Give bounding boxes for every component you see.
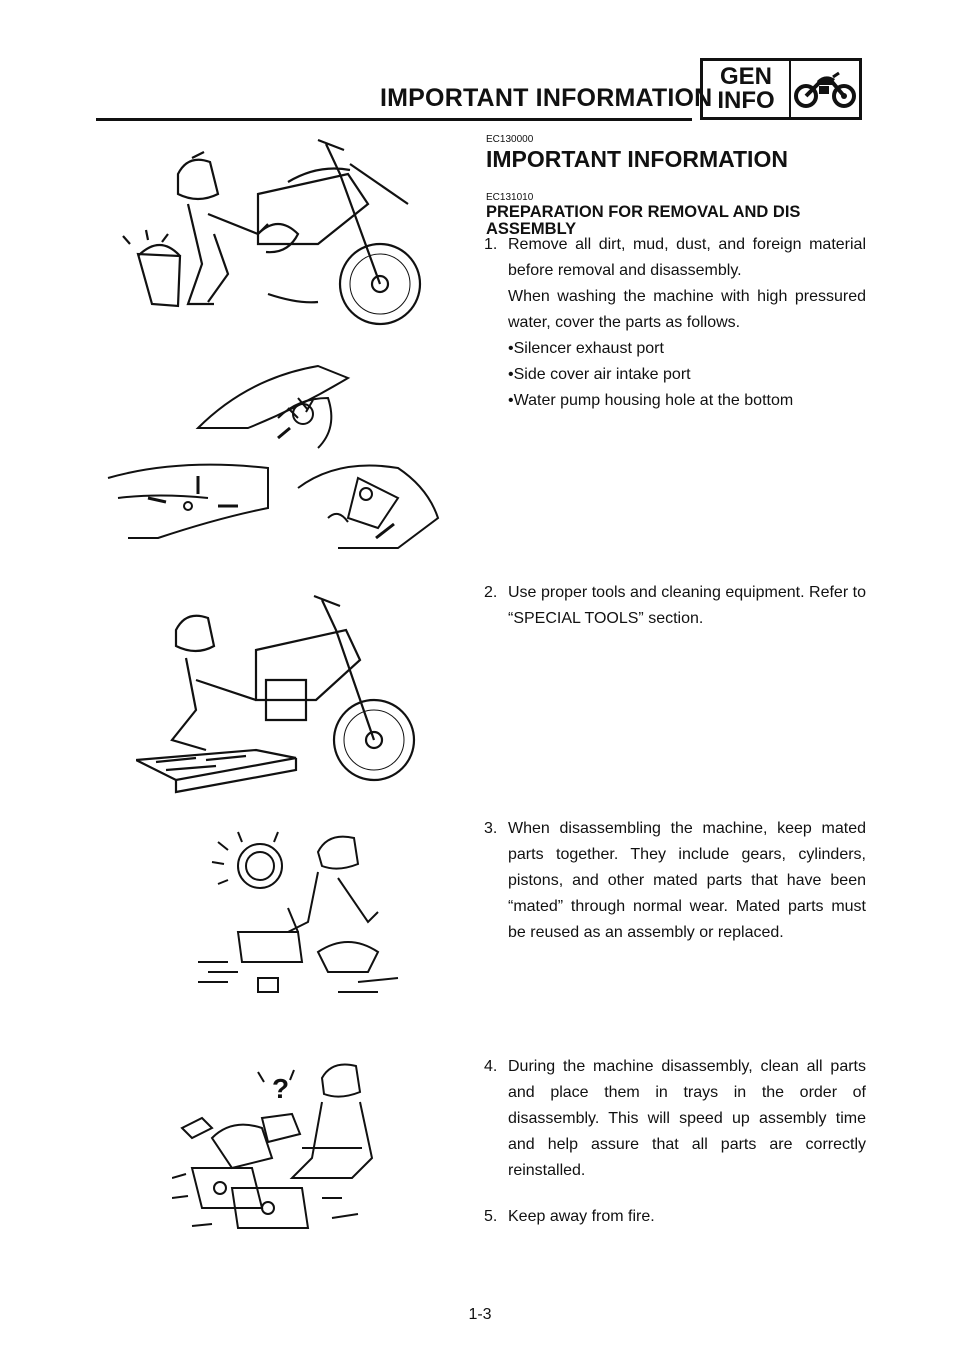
section-title: IMPORTANT INFORMATION [486, 146, 788, 172]
subsection-code: EC131010 [486, 192, 534, 203]
bullet-item: •Side cover air intake port [508, 366, 691, 383]
tools-motorcycle-illustration [136, 590, 436, 800]
step-text: During the machine disassembly, clean all parts and place them in trays in the order of disassembly. This will speed up assembly time and help assure that all parts are correctly reinstalled. [508, 1058, 866, 1179]
step-4 [484, 1054, 866, 1184]
bullet-item: •Silencer exhaust port [508, 340, 664, 357]
section-badge [700, 58, 862, 120]
subsection-title-line2: ASSEMBLY [486, 220, 577, 238]
section-code: EC130000 [486, 134, 534, 145]
badge-line1: GEN [719, 63, 772, 90]
step-number: 2. [484, 584, 498, 601]
badge-text [703, 61, 791, 117]
step-text: Keep away from fire. [508, 1208, 655, 1225]
covered-ports-illustration [98, 358, 450, 558]
step-text: Use proper tools and cleaning equipment. Refer to “SPECIAL TOOLS” section. [508, 584, 866, 627]
step-number: 3. [484, 820, 498, 837]
step-5 [484, 1204, 866, 1230]
step-3 [484, 816, 866, 946]
header-rule [96, 118, 692, 121]
motorcycle-icon [791, 61, 859, 117]
bullet-item: •Water pump housing hole at the bottom [508, 392, 794, 409]
washing-motorcycle-illustration [118, 134, 440, 334]
step-text: When disassembling the machine, keep mated parts together. They include gears, cylinders, pistons, and other mated parts that have been “mated” through normal wear. Mated parts must be reused as an assembly or replaced. [508, 820, 866, 941]
svg-text:?: ? [272, 1073, 290, 1104]
mated-parts-illustration [198, 822, 432, 1002]
page-number: 1-3 [468, 1306, 492, 1323]
step-number: 5. [484, 1208, 498, 1225]
step-number: 4. [484, 1058, 498, 1075]
step-1 [484, 232, 866, 414]
subsection-title-line1: PREPARATION FOR REMOVAL AND DIS [486, 203, 801, 221]
step-number: 1. [484, 236, 498, 253]
parts-trays-illustration [172, 1058, 424, 1238]
step-text: Remove all dirt, mud, dust, and foreign material before removal and disassembly. [508, 236, 866, 279]
header-title: IMPORTANT INFORMATION [380, 84, 713, 112]
bullet-list [508, 336, 866, 414]
step-2 [484, 580, 866, 632]
badge-line2: INFO [717, 87, 775, 114]
step-text-continued: When washing the machine with high pressured water, cover the parts as follows. [508, 288, 866, 331]
